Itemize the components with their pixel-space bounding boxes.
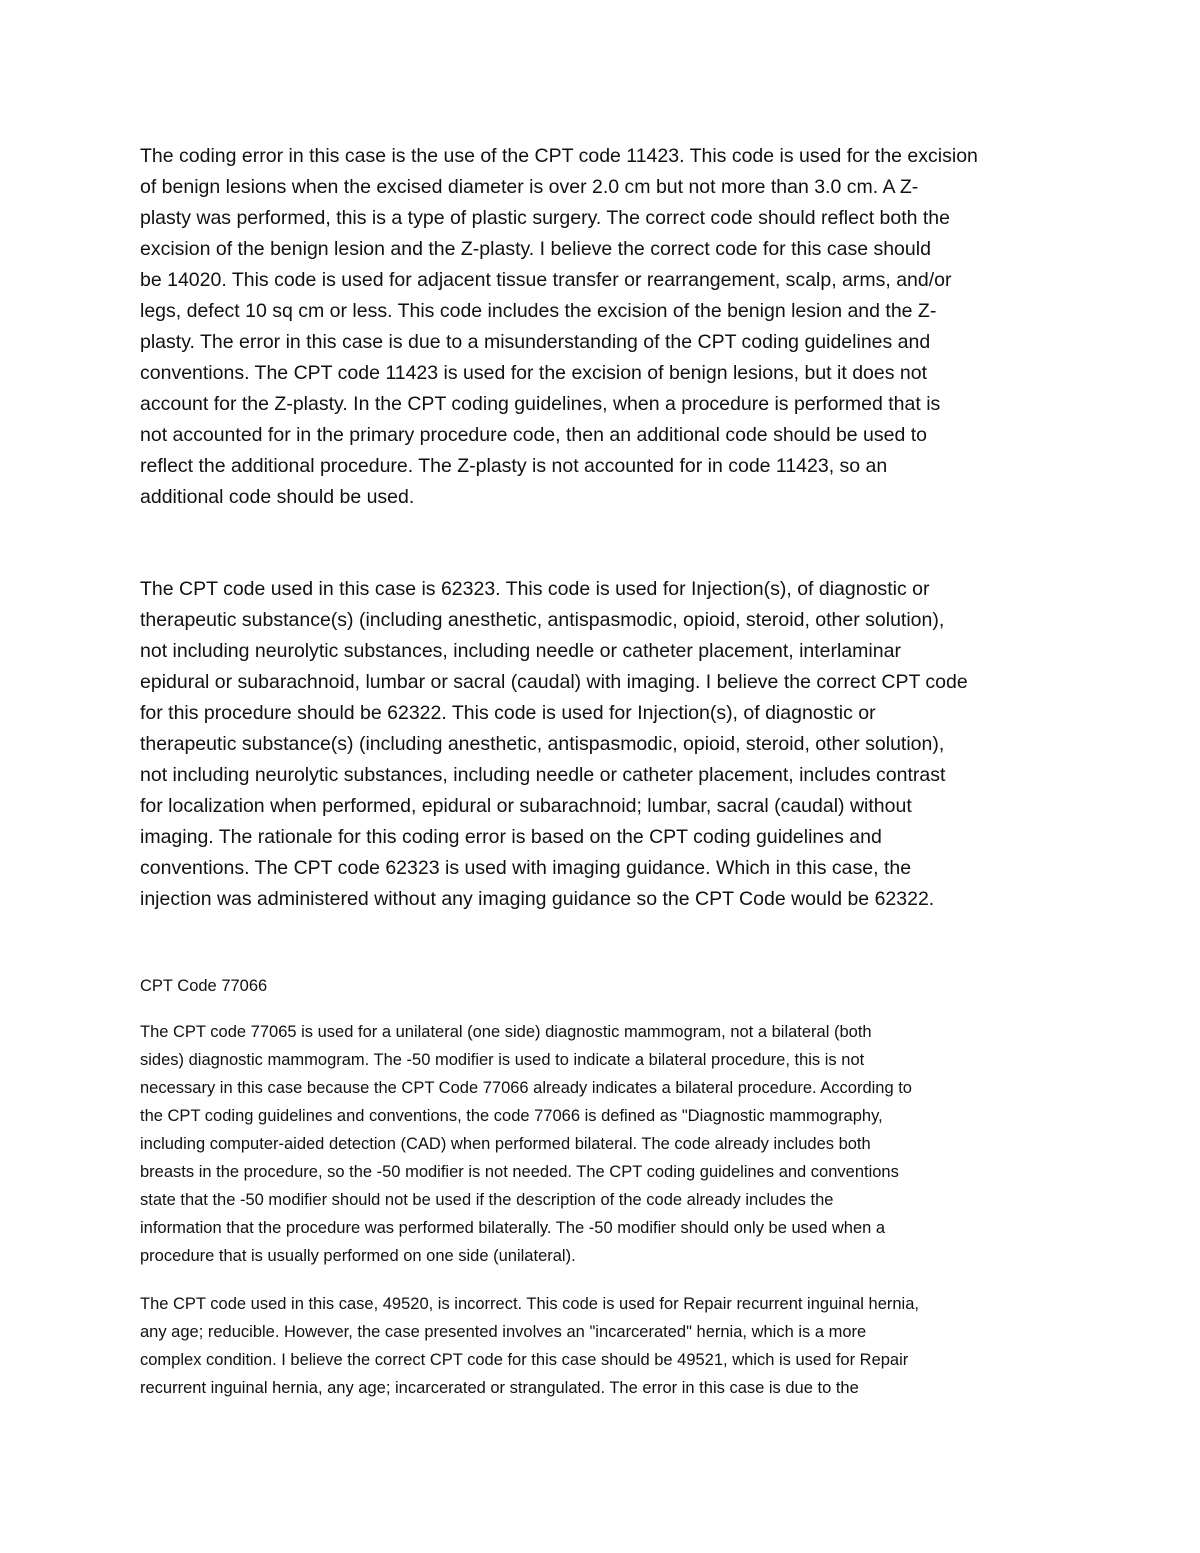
text-line: additional code should be used. (140, 486, 415, 508)
section-heading-cpt-77066 (140, 972, 267, 1000)
text-line: plasty was performed, this is a type of plastic surgery. The correct code should reflect both the (140, 207, 951, 229)
text-line: therapeutic substance(s) (including anesthetic, antispasmodic, opioid, steroid, other solution), (140, 609, 945, 631)
text-line: therapeutic substance(s) (including anesthetic, antispasmodic, opioid, steroid, other solution), (140, 733, 945, 755)
text-line: for this procedure should be 62322. This code is used for Injection(s), of diagnostic or (140, 702, 876, 724)
text-line: injection was administered without any imaging guidance so the CPT Code would be 62322. (140, 888, 935, 910)
text-line: the CPT coding guidelines and conventions, the code 77066 is defined as "Diagnostic mammography, (140, 1107, 883, 1125)
paragraph-zplasty-coding-error (140, 141, 978, 513)
text-line: breasts in the procedure, so the -50 modifier is not needed. The CPT coding guidelines and conventions (140, 1163, 899, 1181)
text-line: legs, defect 10 sq cm or less. This code includes the excision of the benign lesion and the Z- (140, 300, 937, 322)
text-line: be 14020. This code is used for adjacent tissue transfer or rearrangement, scalp, arms, and/or (140, 269, 952, 291)
text-line: not including neurolytic substances, including needle or catheter placement, includes contrast (140, 764, 946, 786)
text-line: imaging. The rationale for this coding error is based on the CPT coding guidelines and (140, 826, 882, 848)
text-line: conventions. The CPT code 11423 is used for the excision of benign lesions, but it does not (140, 362, 927, 384)
text-line: state that the -50 modifier should not be used if the description of the code already includes the (140, 1191, 834, 1209)
text-line: of benign lesions when the excised diameter is over 2.0 cm but not more than 3.0 cm. A Z- (140, 176, 919, 198)
text-line: procedure that is usually performed on one side (unilateral). (140, 1247, 576, 1265)
text-line: The coding error in this case is the use of the CPT code 11423. This code is used for the excision (140, 145, 978, 167)
text-line: epidural or subarachnoid, lumbar or sacral (caudal) with imaging. I believe the correct CPT code (140, 671, 968, 693)
paragraph-inguinal-hernia-coding-error (140, 1290, 919, 1402)
text-line: complex condition. I believe the correct CPT code for this case should be 49521, which is used for Repair (140, 1351, 909, 1369)
text-line: recurrent inguinal hernia, any age; incarcerated or strangulated. The error in this case is due to the (140, 1379, 859, 1397)
text-line: not accounted for in the primary procedure code, then an additional code should be used to (140, 424, 928, 446)
text-line: The CPT code used in this case is 62323. This code is used for Injection(s), of diagnostic or (140, 578, 930, 600)
paragraph-epidural-injection-coding-error (140, 574, 968, 915)
text-line: including computer-aided detection (CAD) when performed bilateral. The code already includes both (140, 1135, 871, 1153)
paragraph-mammogram-modifier-error (140, 1018, 912, 1270)
text-line: necessary in this case because the CPT Code 77066 already indicates a bilateral procedure. According to (140, 1079, 912, 1097)
text-line: excision of the benign lesion and the Z-plasty. I believe the correct code for this case should (140, 238, 931, 260)
text-line: for localization when performed, epidural or subarachnoid; lumbar, sacral (caudal) without (140, 795, 912, 817)
text-line: information that the procedure was performed bilaterally. The -50 modifier should only be used when a (140, 1219, 886, 1237)
text-line: reflect the additional procedure. The Z-plasty is not accounted for in code 11423, so an (140, 455, 888, 477)
text-line: CPT Code 77066 (140, 977, 268, 995)
text-line: not including neurolytic substances, including needle or catheter placement, interlaminar (140, 640, 901, 662)
text-line: account for the Z-plasty. In the CPT coding guidelines, when a procedure is performed that is (140, 393, 941, 415)
text-line: sides) diagnostic mammogram. The -50 modifier is used to indicate a bilateral procedure, this is not (140, 1051, 865, 1069)
text-line: plasty. The error in this case is due to a misunderstanding of the CPT coding guidelines and (140, 331, 931, 353)
text-line: any age; reducible. However, the case presented involves an "incarcerated" hernia, which is a more (140, 1323, 867, 1341)
text-line: The CPT code 77065 is used for a unilateral (one side) diagnostic mammogram, not a bilateral (both (140, 1023, 872, 1041)
text-line: The CPT code used in this case, 49520, is incorrect. This code is used for Repair recurrent inguinal hernia, (140, 1295, 919, 1313)
text-line: conventions. The CPT code 62323 is used with imaging guidance. Which in this case, the (140, 857, 912, 879)
